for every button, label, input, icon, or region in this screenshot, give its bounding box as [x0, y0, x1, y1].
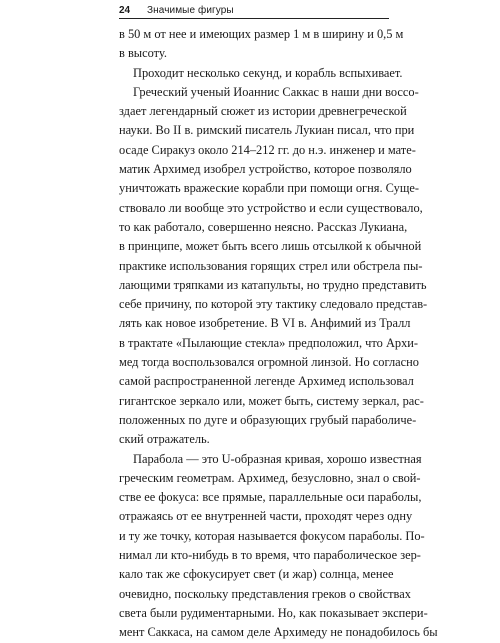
- text-line: Проходит несколько секунд, и корабль вспыхивает.: [133, 65, 403, 80]
- text-line: лающими тряпками из катапульты, но трудно представить: [119, 277, 427, 292]
- text-line: себе причину, по которой эту тактику следовало представ-: [119, 297, 428, 312]
- text-line: греческим геометрам. Архимед, безусловно, знал о свой-: [119, 470, 421, 485]
- text-line: ский отражатель.: [119, 432, 210, 447]
- text-line: отражаясь от ее внутренней части, проходят через одну: [119, 509, 413, 524]
- text-line: мед тогда воспользовался огромной линзой. Но согласно: [119, 355, 419, 370]
- text-line: стве ее фокуса: все прямые, параллельные оси параболы,: [119, 490, 422, 505]
- text-line: гигантское зеркало или, может быть, систему зеркал, рас-: [119, 393, 424, 408]
- page-number: 24: [119, 5, 131, 16]
- text-line: кало так же сфокусирует свет (и жар) солнца, менее: [119, 567, 394, 582]
- running-head: [119, 4, 389, 18]
- text-line: уничтожать вражеские корабли при помощи огня. Суще-: [119, 181, 419, 196]
- text-line: самой распространенной легенде Архимед использовал: [119, 374, 414, 389]
- text-line: света были рудиментарными. Но, как показывает экспери-: [119, 605, 428, 620]
- text-line: Греческий ученый Иоаннис Саккас в наши дни воссо-: [133, 84, 419, 99]
- text-line: очевидно, поскольку представления греков о свойствах: [119, 586, 411, 601]
- text-line: нимал ли кто-нибудь в то время, что параболическое зер-: [119, 548, 421, 563]
- text-body: [119, 25, 438, 643]
- text-line: науки. Во II в. римский писатель Лукиан писал, что при: [119, 123, 415, 138]
- text-line: и ту же точку, которая называется фокусом параболы. По-: [119, 528, 425, 543]
- text-line: то как работало, совершенно неясно. Рассказ Лукиана,: [119, 219, 408, 234]
- text-line: в принципе, может быть всего лишь отсылкой к обычной: [119, 239, 422, 254]
- text-line: ствовало ли вообще это устройство и если существовало,: [119, 200, 423, 215]
- section-title: Значимые фигуры: [147, 5, 234, 16]
- text-line: осаде Сиракуз около 214–212 гг. до н.э. инженер и мате-: [119, 142, 416, 157]
- text-line: лять как новое изобретение. В VI в. Анфимий из Тралл: [119, 316, 411, 331]
- text-line: мент Саккаса, на самом деле Архимеду не понадобилось бы: [119, 625, 438, 640]
- text-line: в 50 м от нее и имеющих размер 1 м в ширину и 0,5 м: [119, 27, 404, 41]
- header-rule: [119, 18, 389, 19]
- text-line: здает легендарный сюжет из истории древнегреческой: [119, 104, 407, 119]
- text-line: положенных по дуге и образующих грубый параболиче-: [119, 412, 417, 427]
- text-line: практике использования горящих стрел или обстрела пы-: [119, 258, 423, 273]
- text-line: в трактате «Пылающие стекла» предположил, что Архи-: [119, 335, 419, 350]
- text-line: матик Архимед изобрел устройство, которое позволяло: [119, 162, 412, 177]
- text-line: Парабола — это U-образная кривая, хорошо известная: [133, 451, 422, 466]
- text-line: в высоту.: [119, 46, 167, 61]
